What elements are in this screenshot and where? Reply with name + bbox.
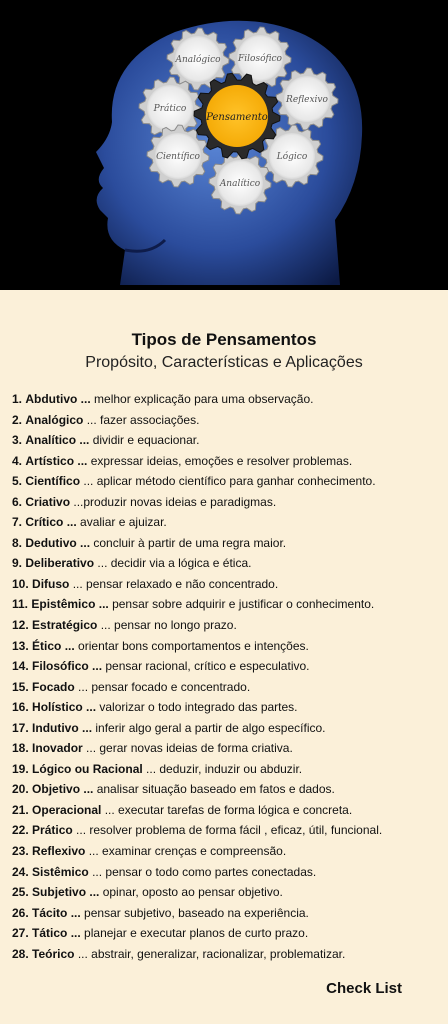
item-number: 27. <box>12 926 29 941</box>
item-number: 2. <box>12 412 23 427</box>
item-term: Tácito ... <box>32 905 81 920</box>
list-item <box>12 923 442 944</box>
item-description: pensar sobre adquirir e justificar o conhecimento. <box>108 597 375 612</box>
hero-image <box>0 0 448 290</box>
list-item <box>12 615 442 636</box>
page-title: Tipos de Pensamentos <box>131 330 317 349</box>
item-description: opinar, oposto ao pensar objetivo. <box>99 885 283 900</box>
list-item <box>12 594 442 615</box>
item-term: Teórico <box>32 946 75 961</box>
item-number: 8. <box>12 535 23 550</box>
item-number: 9. <box>12 556 23 571</box>
item-number: 24. <box>12 864 29 879</box>
item-term: Inovador <box>32 741 83 756</box>
item-description: valorizar o todo integrado das partes. <box>96 700 298 715</box>
item-number: 3. <box>12 433 23 448</box>
thinking-types-list <box>12 389 442 964</box>
item-number: 19. <box>12 761 29 776</box>
item-term: Crítico ... <box>25 515 77 530</box>
item-description: orientar bons comportamentos e intenções. <box>74 638 309 653</box>
item-number: 26. <box>12 905 29 920</box>
list-item <box>12 492 442 513</box>
item-number: 13. <box>12 638 29 653</box>
item-number: 7. <box>12 515 23 530</box>
item-number: 6. <box>12 494 23 509</box>
item-number: 15. <box>12 679 29 694</box>
item-number: 20. <box>12 782 29 797</box>
list-item <box>12 759 442 780</box>
gear-label: Prático <box>153 104 187 114</box>
list-item <box>12 738 442 759</box>
item-term: Criativo <box>25 494 71 509</box>
item-description: pensar subjetivo, baseado na experiência. <box>80 905 309 920</box>
item-description: avaliar e ajuizar. <box>76 515 167 530</box>
item-description: ...produzir novas ideias e paradigmas. <box>70 494 277 509</box>
list-item <box>12 841 442 862</box>
item-number: 16. <box>12 700 29 715</box>
list-item <box>12 882 442 903</box>
list-item <box>12 800 442 821</box>
item-description: ... deduzir, induzir ou abduzir. <box>142 761 303 776</box>
head-gears-illustration <box>0 0 448 290</box>
item-term: Dedutivo ... <box>25 535 91 550</box>
item-number: 12. <box>12 618 29 633</box>
gear-label: Reflexivo <box>286 95 328 105</box>
item-term: Subjetivo ... <box>32 885 100 900</box>
item-term: Estratégico <box>32 618 98 633</box>
center-gear-label: Pensamento <box>206 112 268 123</box>
item-number: 10. <box>12 576 29 591</box>
item-number: 1. <box>12 392 23 406</box>
gear-label: Filosófico <box>238 54 282 64</box>
item-term: Analógico <box>25 412 84 427</box>
item-term: Reflexivo <box>32 844 86 859</box>
item-description: expressar ideias, emoções e resolver problemas. <box>87 453 353 468</box>
item-term: Objetivo ... <box>32 782 94 797</box>
item-term: Holístico ... <box>32 700 97 715</box>
item-term: Deliberativo <box>25 556 95 571</box>
list-item <box>12 656 442 677</box>
item-description: planejar e executar planos de curto prazo. <box>80 926 309 941</box>
item-number: 17. <box>12 720 29 735</box>
info-card <box>0 290 448 1024</box>
list-item <box>12 410 442 431</box>
item-term: Tático ... <box>32 926 81 941</box>
item-term: Abdutivo ... <box>25 392 91 406</box>
item-term: Lógico ou Racional <box>32 761 143 776</box>
item-term: Analítico ... <box>25 433 90 448</box>
item-description: ... gerar novas ideias de forma criativa. <box>82 741 293 756</box>
item-number: 18. <box>12 741 29 756</box>
item-description: pensar racional, crítico e especulativo. <box>102 659 310 674</box>
item-description: analisar situação baseado em fatos e dados. <box>93 782 335 797</box>
item-term: Científico <box>25 474 81 489</box>
item-description: ... examinar crenças e compreensão. <box>85 844 287 859</box>
list-item <box>12 389 442 410</box>
item-number: 5. <box>12 474 23 489</box>
item-number: 11. <box>12 597 29 612</box>
item-description: ... abstrair, generalizar, racionalizar, problematizar. <box>74 946 346 961</box>
item-description: dividir e equacionar. <box>89 433 200 448</box>
item-description: melhor explicação para uma observação. <box>90 392 314 406</box>
item-description: ... executar tarefas de forma lógica e concreta. <box>101 802 353 817</box>
item-term: Epistêmico ... <box>31 597 109 612</box>
list-item <box>12 862 442 883</box>
list-item <box>12 553 442 574</box>
list-item <box>12 820 442 841</box>
item-description: concluir à partir de uma regra maior. <box>90 535 287 550</box>
item-term: Ético ... <box>32 638 75 653</box>
list-item <box>12 512 442 533</box>
list-item <box>12 430 442 451</box>
gear-label: Analógico <box>175 55 221 65</box>
list-item <box>12 636 442 657</box>
list-item <box>12 944 442 965</box>
gear-label: Científico <box>156 152 200 162</box>
list-item <box>12 677 442 698</box>
item-term: Indutivo ... <box>32 720 93 735</box>
item-description: ... aplicar método científico para ganhar conhecimento. <box>80 474 376 489</box>
item-term: Filosófico ... <box>32 659 103 674</box>
page-subtitle: Propósito, Características e Aplicações <box>85 354 363 371</box>
item-description: ... resolver problema de forma fácil , eficaz, útil, funcional. <box>72 823 383 838</box>
item-description: ... fazer associações. <box>83 412 200 427</box>
list-item <box>12 718 442 739</box>
item-term: Sistêmico <box>32 864 89 879</box>
gear-label: Analítico <box>219 179 261 189</box>
item-term: Prático <box>32 823 73 838</box>
list-item <box>12 533 442 554</box>
item-description: inferir algo geral a partir de algo específico. <box>92 720 326 735</box>
item-number: 25. <box>12 885 29 900</box>
item-description: ... pensar focado e concentrado. <box>74 679 251 694</box>
item-description: ... decidir via a lógica e ética. <box>94 556 252 571</box>
item-term: Artístico ... <box>25 453 88 468</box>
item-number: 21. <box>12 802 29 817</box>
list-item <box>12 779 442 800</box>
item-description: ... pensar o todo como partes conectadas. <box>88 864 317 879</box>
item-term: Difuso <box>32 576 70 591</box>
item-description: ... pensar relaxado e não concentrado. <box>69 576 279 591</box>
list-item <box>12 574 442 595</box>
item-number: 23. <box>12 844 29 859</box>
item-number: 4. <box>12 453 23 468</box>
list-item <box>12 697 442 718</box>
check-list-label: Check List <box>326 980 402 997</box>
list-item <box>12 903 442 924</box>
item-term: Focado <box>32 679 75 694</box>
item-number: 28. <box>12 946 29 961</box>
item-number: 14. <box>12 659 29 674</box>
item-description: ... pensar no longo prazo. <box>97 618 237 633</box>
item-term: Operacional <box>32 802 102 817</box>
item-number: 22. <box>12 823 29 838</box>
gear-label: Lógico <box>276 152 308 162</box>
list-item <box>12 451 442 472</box>
list-item <box>12 471 442 492</box>
